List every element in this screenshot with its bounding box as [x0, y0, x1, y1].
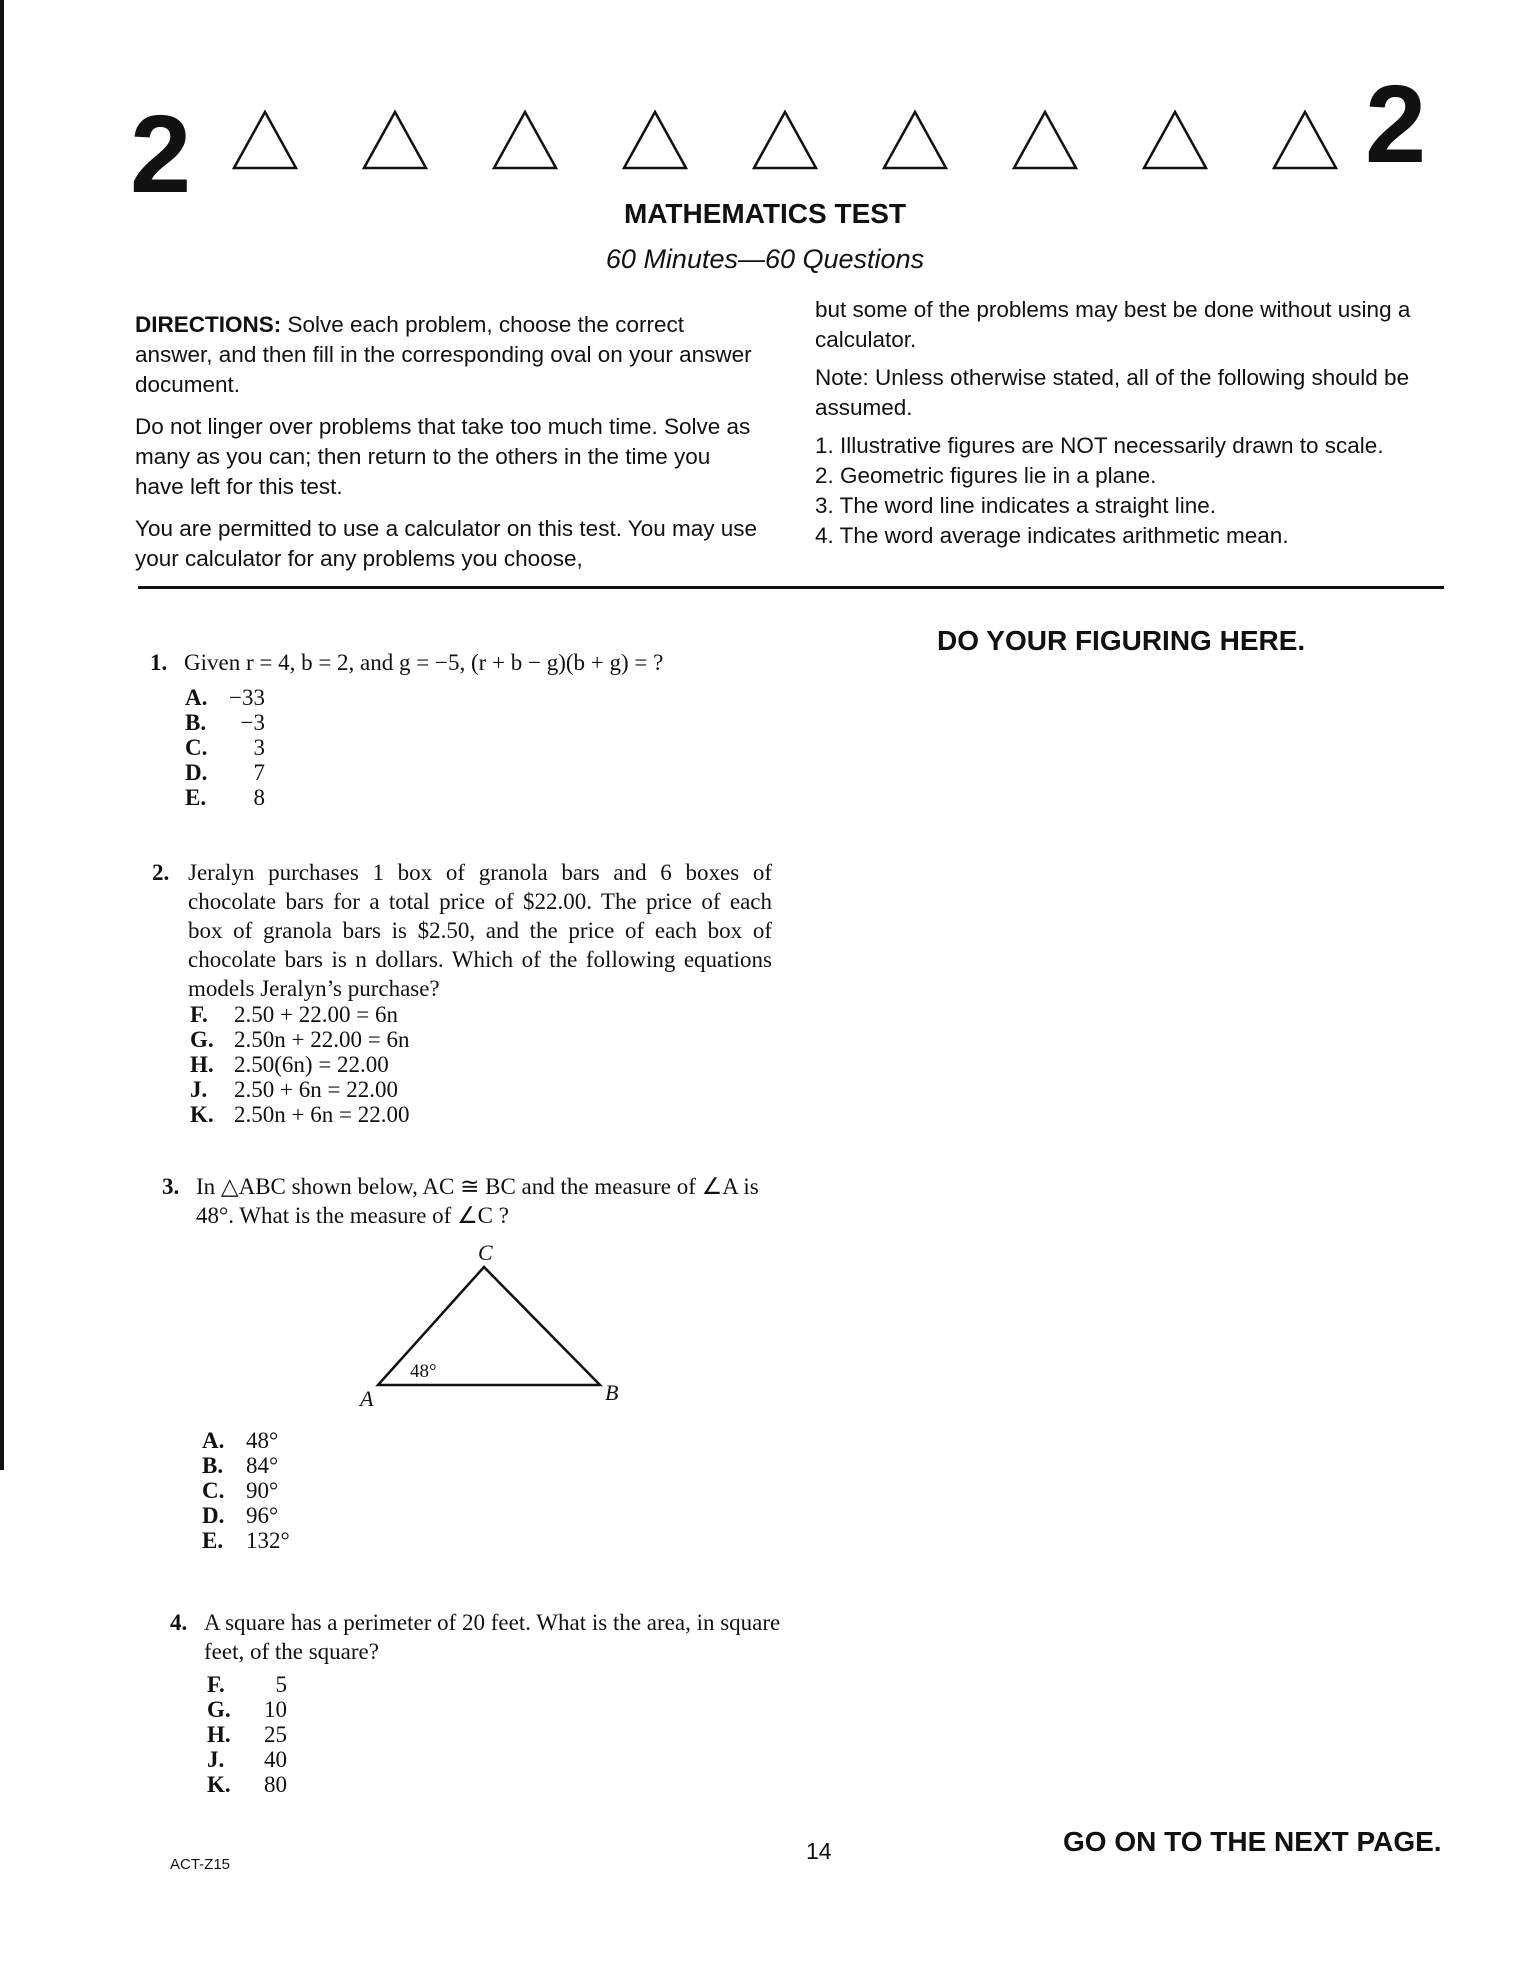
go-on-label: GO ON TO THE NEXT PAGE.	[1063, 1826, 1442, 1857]
answer-choice[interactable]: F. 5	[207, 1672, 287, 1697]
directions-paragraph-3: You are permitted to use a calculator on this test. You may use your calculator for any problems you choose,	[135, 516, 758, 571]
triangle-icon	[1140, 108, 1210, 172]
answer-choice[interactable]: C. 90°	[202, 1478, 279, 1503]
triangle-abc-drawing	[350, 1240, 630, 1420]
triangle-icon	[1010, 108, 1080, 172]
assumption-item: 4. The word average indicates arithmetic mean.	[815, 523, 1289, 548]
answer-choice[interactable]: D. 96°	[202, 1503, 279, 1528]
question-stem: Jeralyn purchases 1 box of granola bars and 6 boxes of chocolate bars for a total price of $22.00. The price of each box of granola bars is $2.50, and the price of each box of chocolate bars is n dollars. Which of the following equations models Jeralyn’s purchase?	[188, 860, 772, 1001]
answer-choice[interactable]: D. 7	[185, 760, 265, 785]
form-code: ACT-Z15	[170, 1856, 231, 1873]
answer-choice[interactable]: B. 84°	[202, 1453, 279, 1478]
assumption-item: 3. The word line indicates a straight line.	[815, 493, 1217, 518]
section-divider	[138, 586, 1444, 589]
directions-left	[135, 310, 760, 586]
answer-choice[interactable]: J. 40	[207, 1747, 287, 1772]
directions-paragraph-2: Do not linger over problems that take too much time. Solve as many as you can; then return to the others in the time you have left for this test.	[135, 414, 751, 499]
answer-choice[interactable]: B. −3	[185, 710, 265, 735]
question-1-choices	[185, 685, 265, 810]
test-title: MATHEMATICS TEST	[623, 198, 907, 229]
triangle-row	[230, 108, 1340, 178]
question-number: 2.	[152, 860, 170, 885]
answer-choice[interactable]: E. 8	[185, 785, 265, 810]
question-number: 1.	[150, 650, 168, 675]
assumptions-list	[815, 431, 1445, 551]
question-number: 3.	[162, 1174, 180, 1199]
triangle-icon	[620, 108, 690, 172]
question-number: 4.	[170, 1610, 188, 1635]
triangle-icon	[1270, 108, 1340, 172]
answer-choice[interactable]: J. 2.50 + 6n = 22.00	[190, 1077, 398, 1102]
directions-note: Note: Unless otherwise stated, all of the following should be assumed.	[815, 365, 1410, 420]
question-3-choices	[202, 1428, 290, 1553]
directions-label: DIRECTIONS:	[135, 312, 282, 337]
section-number-right: 2	[1365, 63, 1427, 186]
vertex-label-c: C	[478, 1240, 493, 1265]
question-2	[152, 858, 772, 1003]
assumption-item: 1. Illustrative figures are NOT necessarily drawn to scale.	[815, 433, 1384, 458]
triangle-figure	[350, 1240, 630, 1420]
triangle-icon	[360, 108, 430, 172]
answer-choice[interactable]: K. 80	[207, 1772, 287, 1797]
question-1	[150, 648, 770, 677]
triangle-icon	[750, 108, 820, 172]
vertex-label-b: B	[605, 1380, 619, 1405]
directions-text: Solve each problem, choose the correct answer, and then fill in the corresponding oval on your answer document.	[135, 312, 752, 397]
answer-choice[interactable]: K. 2.50n + 6n = 22.00	[190, 1102, 410, 1127]
answer-choice[interactable]: A. 48°	[202, 1428, 279, 1453]
answer-choice[interactable]: G. 10	[207, 1697, 287, 1722]
answer-choice[interactable]: E. 132°	[202, 1528, 290, 1553]
answer-choice[interactable]: F. 2.50 + 22.00 = 6n	[190, 1002, 398, 1027]
directions-paragraph-1	[135, 310, 760, 400]
test-subtitle: 60 Minutes—60 Questions	[605, 244, 925, 274]
section-number-left: 2	[130, 93, 192, 216]
answer-choice[interactable]: A. −33	[185, 685, 265, 710]
triangle-icon	[230, 108, 300, 172]
figuring-label: DO YOUR FIGURING HERE.	[937, 625, 1306, 656]
angle-label: 48°	[410, 1361, 437, 1382]
question-stem: A square has a perimeter of 20 feet. What is the area, in square feet, of the square?	[204, 1610, 781, 1664]
question-4	[170, 1608, 800, 1666]
assumption-item: 2. Geometric figures lie in a plane.	[815, 463, 1157, 488]
question-4-choices	[207, 1672, 287, 1797]
question-stem: In △ABC shown below, AC ≅ BC and the measure of ∠A is 48°. What is the measure of ∠C ?	[196, 1174, 759, 1228]
triangle-icon	[490, 108, 560, 172]
directions-right	[815, 295, 1445, 551]
answer-choice[interactable]: C. 3	[185, 735, 265, 760]
question-3	[162, 1172, 780, 1230]
vertex-label-a: A	[360, 1386, 374, 1411]
question-stem: Given r = 4, b = 2, and g = −5, (r + b − g)(b + g) = ?	[184, 650, 664, 675]
directions-paragraph-4: but some of the problems may best be done without using a calculator.	[815, 297, 1411, 352]
triangle-icon	[880, 108, 950, 172]
answer-choice[interactable]: H. 25	[207, 1722, 287, 1747]
answer-choice[interactable]: G. 2.50n + 22.00 = 6n	[190, 1027, 410, 1052]
page-number: 14	[806, 1838, 832, 1864]
answer-choice[interactable]: H. 2.50(6n) = 22.00	[190, 1052, 389, 1077]
question-2-choices	[190, 1002, 409, 1127]
